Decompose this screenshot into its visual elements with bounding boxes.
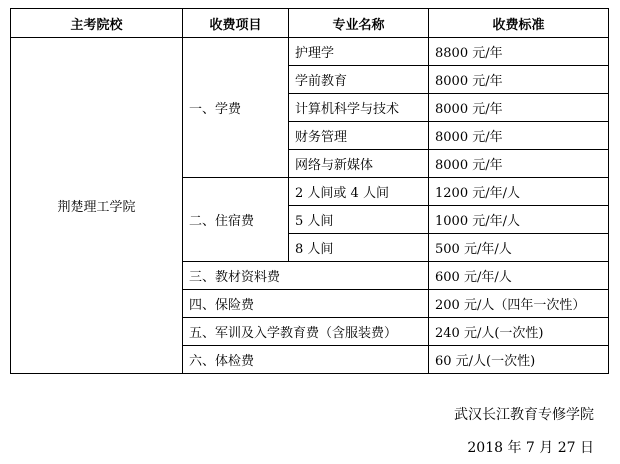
signature-date: 2018 年 7 月 27 日: [467, 440, 594, 456]
room-type: 8 人间: [289, 234, 429, 262]
item-military-training: 五、军训及入学教育费（含服装费）: [183, 318, 429, 346]
major-name: 学前教育: [289, 66, 429, 94]
school-name: 荆楚理工学院: [11, 38, 183, 374]
room-type: 5 人间: [289, 206, 429, 234]
fee-value: 240 元/人(一次性): [429, 318, 609, 346]
room-type: 2 人间或 4 人间: [289, 178, 429, 206]
major-name: 计算机科学与技术: [289, 94, 429, 122]
fee-value: 500 元/年/人: [429, 234, 609, 262]
table-row: [11, 38, 609, 66]
header-item: 收费项目: [183, 9, 289, 38]
fee-value: 8000 元/年: [429, 66, 609, 94]
fee-value: 1200 元/年/人: [429, 178, 609, 206]
fee-value: 600 元/年/人: [429, 262, 609, 290]
header-major: 专业名称: [289, 9, 429, 38]
item-textbook: 三、教材资料费: [183, 262, 429, 290]
signature-organization: 武汉长江教育专修学院: [454, 407, 594, 423]
fee-value: 8000 元/年: [429, 122, 609, 150]
item-tuition: 一、学费: [183, 38, 289, 178]
header-row: [11, 9, 609, 38]
fee-value: 1000 元/年/人: [429, 206, 609, 234]
fee-value: 60 元/人(一次性): [429, 346, 609, 374]
header-standard: 收费标准: [429, 9, 609, 38]
item-lodging: 二、住宿费: [183, 178, 289, 262]
item-insurance: 四、保险费: [183, 290, 429, 318]
fee-value: 8000 元/年: [429, 94, 609, 122]
fee-value: 8800 元/年: [429, 38, 609, 66]
major-name: 网络与新媒体: [289, 150, 429, 178]
fee-value: 200 元/人（四年一次性）: [429, 290, 609, 318]
fee-table: [10, 8, 609, 374]
header-school: 主考院校: [11, 9, 183, 38]
fee-value: 8000 元/年: [429, 150, 609, 178]
major-name: 财务管理: [289, 122, 429, 150]
item-physical-exam: 六、体检费: [183, 346, 429, 374]
major-name: 护理学: [289, 38, 429, 66]
